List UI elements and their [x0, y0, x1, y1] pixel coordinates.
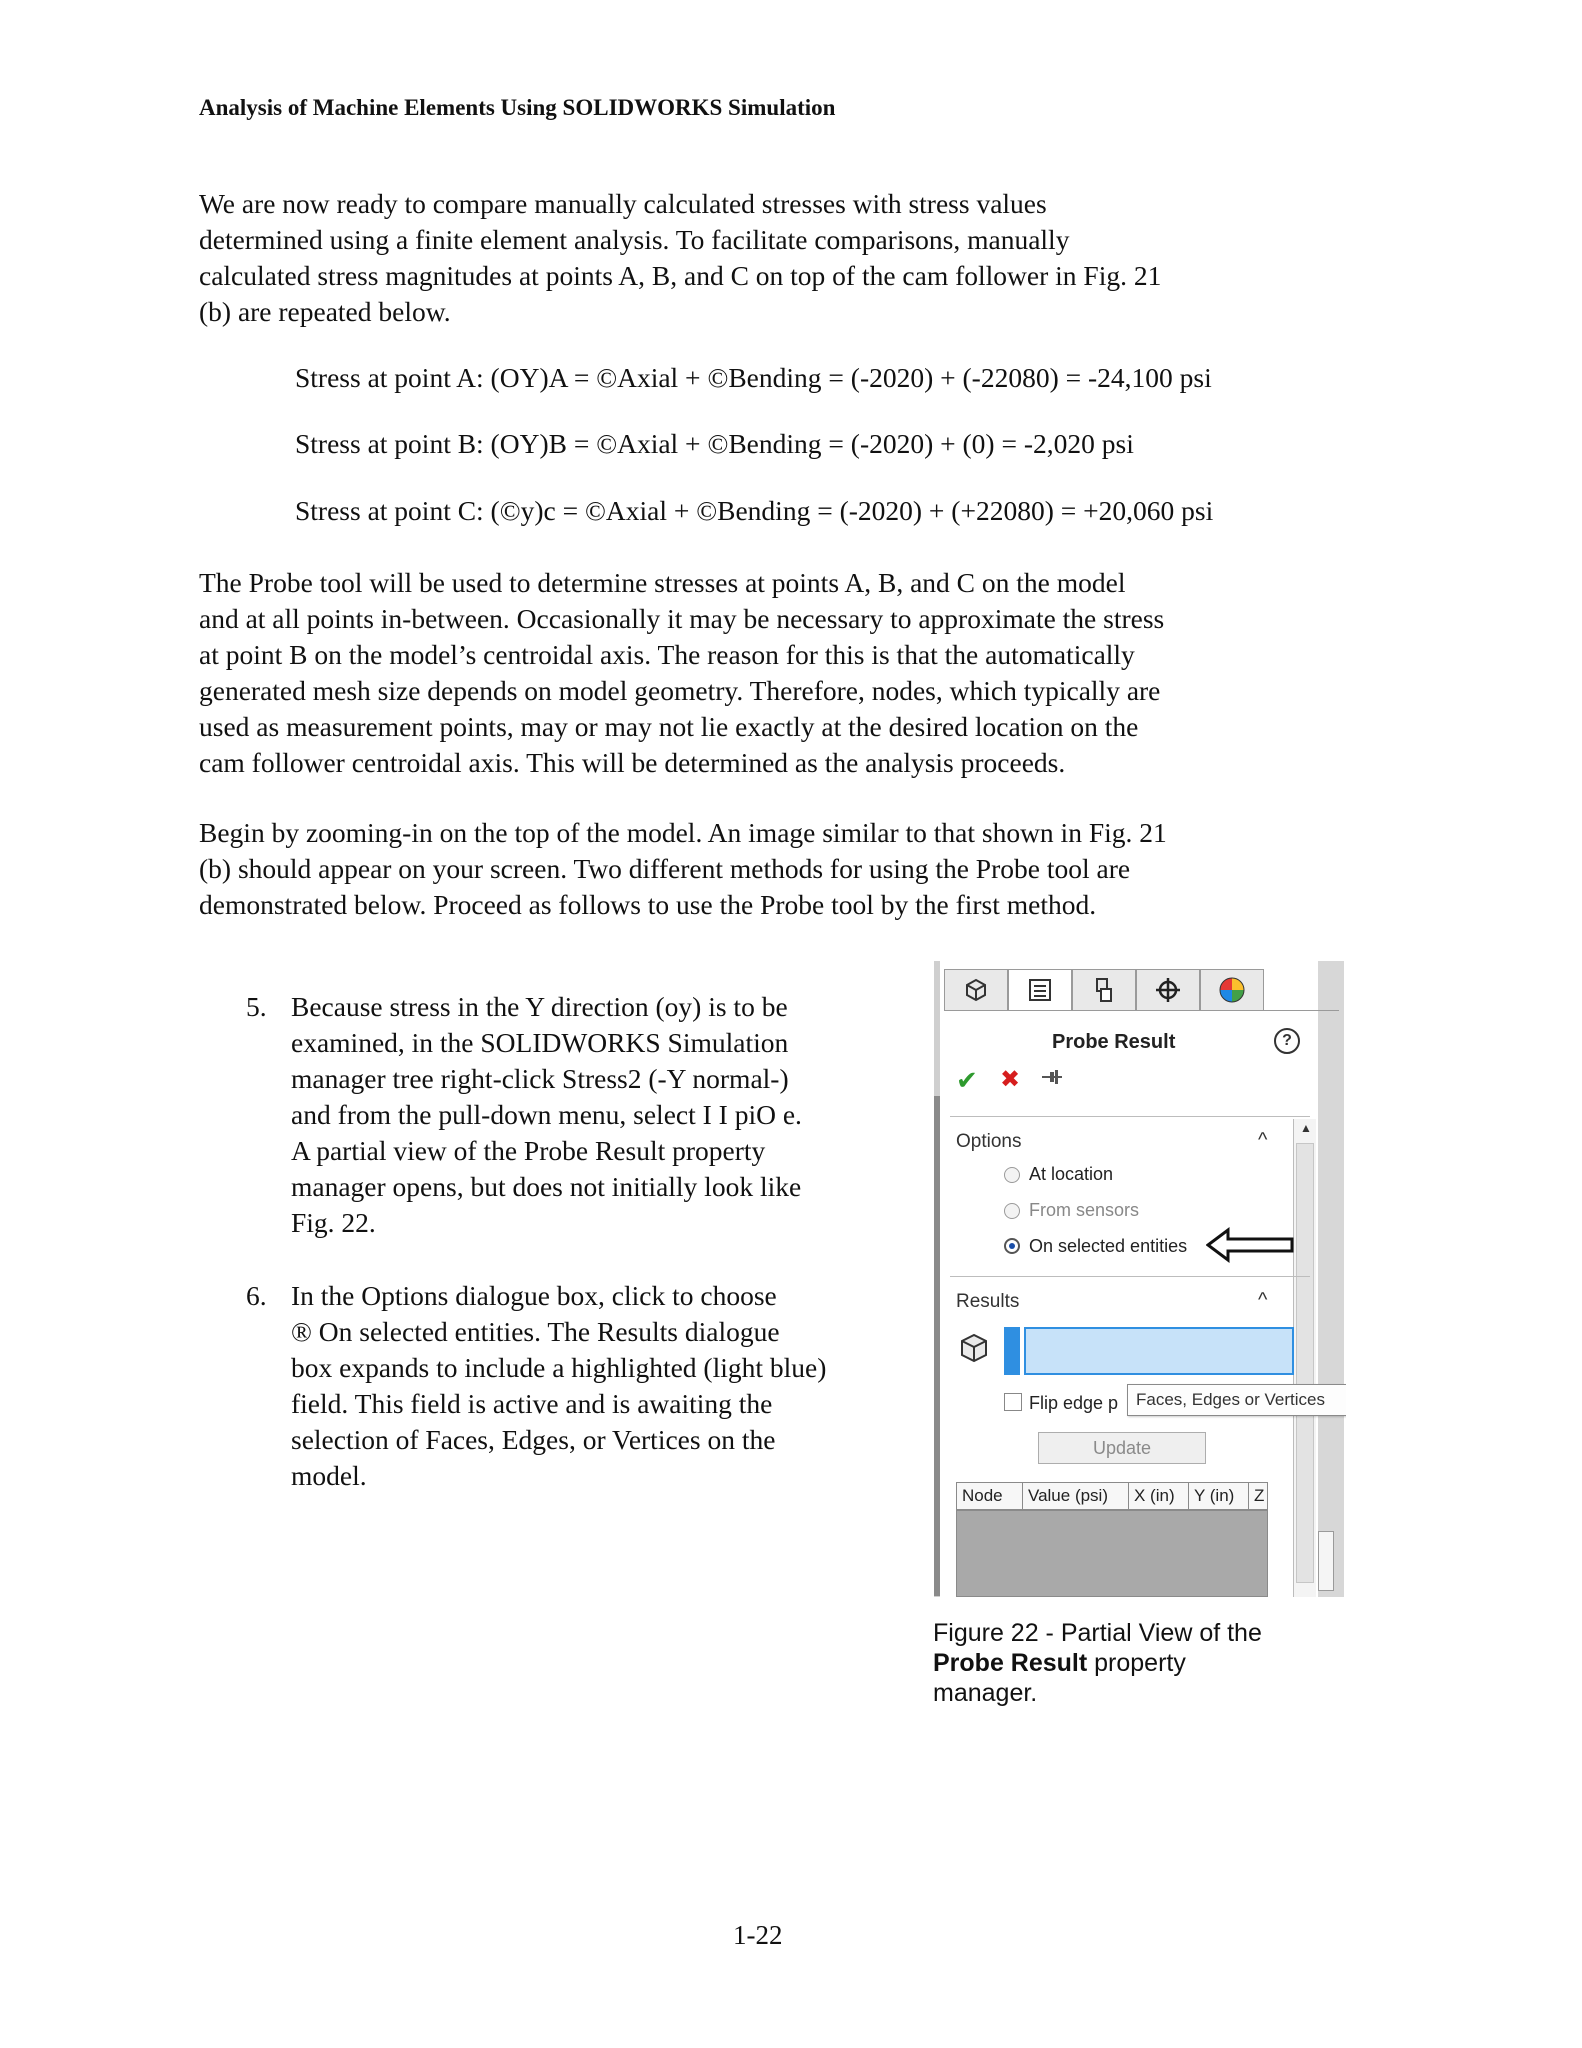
equation-point-a: Stress at point A: (OY)A = ©Axial + ©Bending = (-2020) + (-22080) = -24,100 psi	[295, 362, 1212, 393]
section-divider	[950, 1276, 1310, 1277]
caption-line	[933, 1648, 1262, 1678]
step-line: examined, in the SOLIDWORKS Simulation	[291, 1027, 789, 1058]
ok-checkmark-icon[interactable]: ✔	[956, 1065, 978, 1095]
probe-paragraph	[199, 565, 1219, 781]
step-6	[0, 1278, 900, 1508]
results-table-header	[956, 1482, 1268, 1510]
flip-edge-label[interactable]: Flip edge p	[1029, 1393, 1119, 1413]
step-number: 6.	[246, 1280, 267, 1311]
callout-arrow-icon	[1206, 1227, 1296, 1263]
caption-bold: Probe Result	[933, 1649, 1088, 1677]
caption-line: manager.	[933, 1679, 1038, 1707]
radio-from-sensors[interactable]	[1004, 1203, 1020, 1219]
step-line: manager opens, but does not initially look like	[291, 1171, 802, 1202]
step-line: and from the pull-down menu, select I I piO e.	[291, 1099, 802, 1130]
probe-line: generated mesh size depends on model geometry. Therefore, nodes, which typically are	[199, 675, 1161, 706]
scroll-up-arrow-icon[interactable]: ▲	[1300, 1121, 1312, 1135]
step-line: A partial view of the Probe Result property	[291, 1135, 766, 1166]
equation-point-b: Stress at point B: (OY)B = ©Axial + ©Bending = (-2020) + (0) = -2,020 psi	[295, 428, 1134, 459]
radio-at-location[interactable]	[1004, 1167, 1020, 1183]
probe-line: used as measurement points, may or may not lie exactly at the desired location on the	[199, 711, 1139, 742]
probe-line: at point B on the model’s centroidal axis. The reason for this is that the automatically	[199, 639, 1135, 670]
column-value[interactable]: Value (psi)	[1023, 1483, 1129, 1509]
step-line: Fig. 22.	[291, 1207, 376, 1238]
probe-result-panel	[934, 961, 1346, 1597]
intro-line: We are now ready to compare manually calculated stresses with stress values	[199, 188, 1047, 219]
pushpin-icon[interactable]	[1040, 1067, 1064, 1087]
step-body	[291, 1278, 891, 1494]
step-line: box expands to include a highlighted (light blue)	[291, 1352, 827, 1383]
step-line: selection of Faces, Edges, or Vertices on the	[291, 1424, 776, 1455]
flip-edge-checkbox[interactable]	[1004, 1393, 1022, 1411]
caption-rest: property	[1087, 1649, 1186, 1677]
tab-configuration-manager[interactable]	[1072, 969, 1136, 1011]
panel-left-border-dark	[934, 1096, 940, 1596]
column-x[interactable]: X (in)	[1129, 1483, 1189, 1509]
begin-line: demonstrated below. Proceed as follows to use the Probe tool by the first method.	[199, 889, 1097, 920]
intro-line: (b) are repeated below.	[199, 296, 451, 327]
panel-resize-handle[interactable]	[1318, 1531, 1334, 1591]
column-z[interactable]: Z	[1254, 1486, 1265, 1505]
options-section-title[interactable]: Options	[956, 1131, 1022, 1152]
intro-line: calculated stress magnitudes at points A, B, and C on top of the cam follower in Fig. 21	[199, 260, 1162, 291]
results-section-title[interactable]: Results	[956, 1291, 1020, 1312]
probe-line: The Probe tool will be used to determine stresses at points A, B, and C on the model	[199, 567, 1126, 598]
begin-line: (b) should appear on your screen. Two different methods for using the Probe tool are	[199, 853, 1131, 884]
property-list-icon	[1025, 975, 1055, 1005]
column-node[interactable]: Node	[957, 1483, 1023, 1509]
probe-line: cam follower centroidal axis. This will be determined as the analysis proceeds.	[199, 747, 1066, 778]
at-location-label[interactable]: At location	[1029, 1164, 1114, 1184]
step-number: 5.	[246, 991, 267, 1022]
step-line: model.	[291, 1460, 367, 1491]
configuration-icon	[1089, 975, 1119, 1005]
results-table-body	[956, 1510, 1268, 1597]
begin-paragraph	[199, 815, 1219, 923]
step-5	[0, 989, 900, 1249]
tab-feature-manager[interactable]	[944, 969, 1008, 1011]
section-divider	[950, 1116, 1310, 1117]
help-icon[interactable]: ?	[1274, 1028, 1300, 1054]
step-line: field. This field is active and is awaiting the	[291, 1388, 773, 1419]
begin-line: Begin by zooming-in on the top of the model. An image similar to that shown in Fig. 21	[199, 817, 1167, 848]
property-manager-title: Probe Result	[1052, 1031, 1176, 1053]
tab-property-manager[interactable]	[1008, 969, 1072, 1011]
from-sensors-label[interactable]: From sensors	[1029, 1200, 1140, 1220]
tab-dimxpert-manager[interactable]	[1136, 969, 1200, 1011]
step-line: manager tree right-click Stress2 (-Y normal-)	[291, 1063, 789, 1094]
feature-tree-icon	[961, 975, 991, 1005]
step-line: ® On selected entities. The Results dialogue	[291, 1316, 780, 1347]
color-wheel-icon	[1217, 975, 1247, 1005]
cancel-x-icon[interactable]: ✖	[1000, 1066, 1021, 1093]
step-body	[291, 989, 891, 1241]
selection-box-marker	[1004, 1327, 1020, 1375]
column-y[interactable]: Y (in)	[1189, 1483, 1249, 1509]
step-line: In the Options dialogue box, click to choose	[291, 1280, 777, 1311]
on-selected-entities-label[interactable]: On selected entities	[1029, 1236, 1188, 1256]
panel-scrollbar[interactable]	[1293, 1119, 1316, 1597]
tab-display-manager[interactable]	[1200, 969, 1264, 1011]
caption-line: Figure 22 - Partial View of the	[933, 1619, 1262, 1647]
intro-paragraph	[199, 186, 1219, 330]
collapse-results-caret-icon[interactable]: ^	[1258, 1289, 1268, 1311]
faces-edges-vertices-selection-box[interactable]	[1024, 1327, 1294, 1375]
tab-divider	[944, 1010, 1339, 1011]
probe-line: and at all points in-between. Occasionally it may be necessary to approximate the stress	[199, 603, 1165, 634]
collapse-options-caret-icon[interactable]: ^	[1258, 1129, 1268, 1151]
update-button[interactable]: Update	[1038, 1432, 1206, 1464]
intro-line: determined using a finite element analysis. To facilitate comparisons, manually	[199, 224, 1070, 255]
step-line: Because stress in the Y direction (oy) is to be	[291, 991, 788, 1022]
scroll-thumb[interactable]	[1296, 1143, 1314, 1583]
page-number: 1-22	[733, 1920, 783, 1950]
panel-right-frame	[1318, 961, 1344, 1597]
entity-cube-icon	[958, 1331, 990, 1365]
equation-point-c: Stress at point C: (©y)c = ©Axial + ©Bending = (-2020) + (+22080) = +20,060 psi	[295, 495, 1214, 526]
selection-tooltip: Faces, Edges or Vertices	[1127, 1384, 1346, 1416]
figure-caption	[933, 1618, 1262, 1708]
radio-on-selected-entities[interactable]	[1004, 1238, 1020, 1254]
running-header: Analysis of Machine Elements Using SOLIDWORKS Simulation	[199, 95, 836, 120]
crosshair-icon	[1153, 975, 1183, 1005]
